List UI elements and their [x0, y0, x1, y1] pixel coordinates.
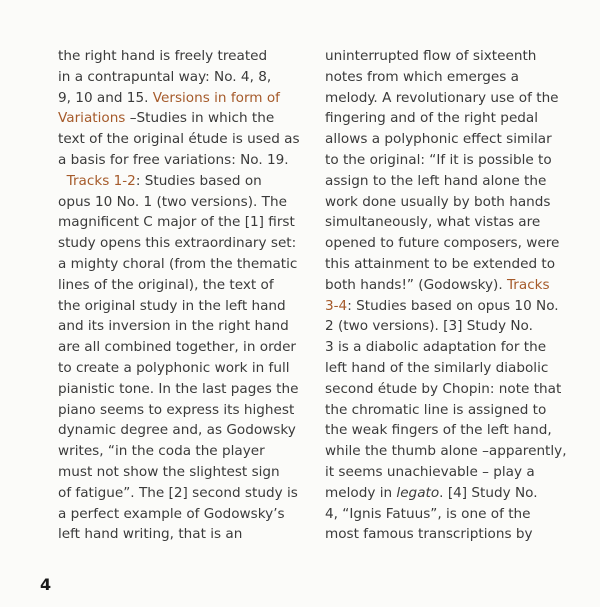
text-line: [325, 462, 565, 483]
text-line: [58, 379, 298, 400]
text-line: [325, 129, 565, 150]
text-segment: work done usually by both hands: [325, 193, 551, 210]
text-segment: to the original: “If it is possible to: [325, 151, 552, 168]
text-line: [58, 212, 298, 233]
text-segment: 4, “Ignis Fatuus”, is one of the: [325, 505, 531, 522]
text-line: [58, 524, 298, 545]
text-line: [58, 192, 298, 213]
text-segment: most famous transcriptions by: [325, 526, 533, 543]
highlighted-text: Versions in form of: [152, 89, 280, 106]
text-line: [325, 67, 565, 88]
text-segment: must not show the slightest sign: [58, 463, 280, 480]
text-line: [58, 108, 298, 129]
text-line: [325, 275, 565, 296]
highlighted-text: Tracks: [506, 276, 550, 293]
text-segment: the weak fingers of the left hand,: [325, 422, 552, 439]
text-line: [325, 524, 565, 545]
text-line: [58, 400, 298, 421]
text-segment: simultaneously, what vistas are: [325, 214, 541, 231]
text-segment: both hands!” (Godowsky).: [325, 276, 507, 293]
text-segment: uninterrupted flow of sixteenth: [325, 48, 537, 64]
text-line: [58, 462, 298, 483]
text-segment: dynamic degree and, as Godowsky: [58, 422, 296, 439]
text-line: [325, 441, 565, 462]
text-line: [325, 233, 565, 254]
text-line: [325, 337, 565, 358]
text-segment: text of the original étude is used as: [58, 131, 300, 148]
text-line: [325, 296, 565, 317]
text-segment: left hand writing, that is an: [58, 526, 243, 543]
text-segment: 3 is a diabolic adaptation for the: [325, 339, 547, 356]
text-line: [325, 212, 565, 233]
text-segment: the chromatic line is assigned to: [325, 401, 547, 418]
text-line: [58, 150, 298, 171]
text-line: [325, 192, 565, 213]
text-line: [58, 46, 298, 67]
text-line: [325, 483, 565, 504]
text-line: [325, 150, 565, 171]
text-line: [325, 358, 565, 379]
text-segment: allows a polyphonic effect similar: [325, 131, 552, 148]
text-line: [58, 296, 298, 317]
text-line: [325, 379, 565, 400]
text-segment: in a contrapuntal way: No. 4, 8,: [58, 68, 272, 85]
text-column-right: [325, 46, 565, 545]
text-segment: : Studies based on: [135, 172, 262, 189]
text-segment: writes, “in the coda the player: [58, 443, 265, 460]
page-number: 4: [40, 575, 52, 594]
text-segment: opus 10 No. 1 (two versions). The: [58, 193, 287, 210]
text-segment: and its inversion in the right hand: [58, 318, 289, 335]
text-segment: melody. A revolutionary use of the: [325, 89, 559, 106]
text-line: [325, 88, 565, 109]
text-line: [325, 108, 565, 129]
text-line: [58, 254, 298, 275]
text-segment: notes from which emerges a: [325, 68, 519, 85]
text-line: [325, 254, 565, 275]
text-segment: study opens this extraordinary set:: [58, 235, 297, 252]
text-line: [58, 233, 298, 254]
text-column-left: [58, 46, 298, 545]
text-segment: to create a polyphonic work in full: [58, 359, 290, 376]
text-segment: 2 (two versions). [3] Study No.: [325, 318, 533, 335]
text-segment: a basis for free variations: No. 19.: [58, 151, 289, 168]
text-line: [325, 420, 565, 441]
text-line: [58, 483, 298, 504]
text-segment: the original study in the left hand: [58, 297, 286, 314]
text-segment: the right hand is freely treated: [58, 48, 268, 64]
text-segment: a mighty choral (from the thematic: [58, 255, 298, 272]
text-line: [58, 420, 298, 441]
text-segment: while the thumb alone –apparently,: [325, 443, 567, 460]
text-segment: assign to the left hand alone the: [325, 172, 547, 189]
text-line: [325, 316, 565, 337]
text-line: [58, 441, 298, 462]
text-segment: magnificent C major of the [1] first: [58, 214, 295, 231]
text-line: [58, 316, 298, 337]
highlighted-text: 3-4: [325, 297, 348, 314]
text-segment: . [4] Study No.: [439, 484, 538, 501]
text-segment: this attainment to be extended to: [325, 255, 556, 272]
text-segment: a perfect example of Godowsky’s: [58, 505, 285, 522]
text-line: [58, 171, 298, 192]
italic-text: legato: [396, 484, 440, 501]
text-line: [325, 171, 565, 192]
text-line: [58, 358, 298, 379]
text-segment: left hand of the similarly diabolic: [325, 359, 549, 376]
text-line: [58, 504, 298, 525]
text-line: [325, 504, 565, 525]
text-segment: are all combined together, in order: [58, 339, 297, 356]
text-segment: melody in: [325, 484, 397, 501]
text-line: [58, 337, 298, 358]
text-segment: 9, 10 and 15.: [58, 89, 153, 106]
text-segment: it seems unachievable – play a: [325, 463, 535, 480]
text-segment: opened to future composers, were: [325, 235, 560, 252]
text-segment: of fatigue”. The [2] second study is: [58, 484, 298, 501]
text-segment: piano seems to express its highest: [58, 401, 295, 418]
text-segment: pianistic tone. In the last pages the: [58, 380, 299, 397]
text-segment: fingering and of the right pedal: [325, 110, 539, 127]
text-segment: –Studies in which the: [125, 110, 275, 127]
highlighted-text: Tracks 1-2: [58, 172, 136, 189]
text-line: [58, 67, 298, 88]
highlighted-text: Variations: [58, 110, 126, 127]
text-segment: : Studies based on opus 10 No.: [347, 297, 559, 314]
text-segment: lines of the original), the text of: [58, 276, 274, 293]
text-line: [325, 400, 565, 421]
text-line: [325, 46, 565, 67]
text-line: [58, 88, 298, 109]
text-segment: second étude by Chopin: note that: [325, 380, 562, 397]
text-line: [58, 275, 298, 296]
text-line: [58, 129, 298, 150]
